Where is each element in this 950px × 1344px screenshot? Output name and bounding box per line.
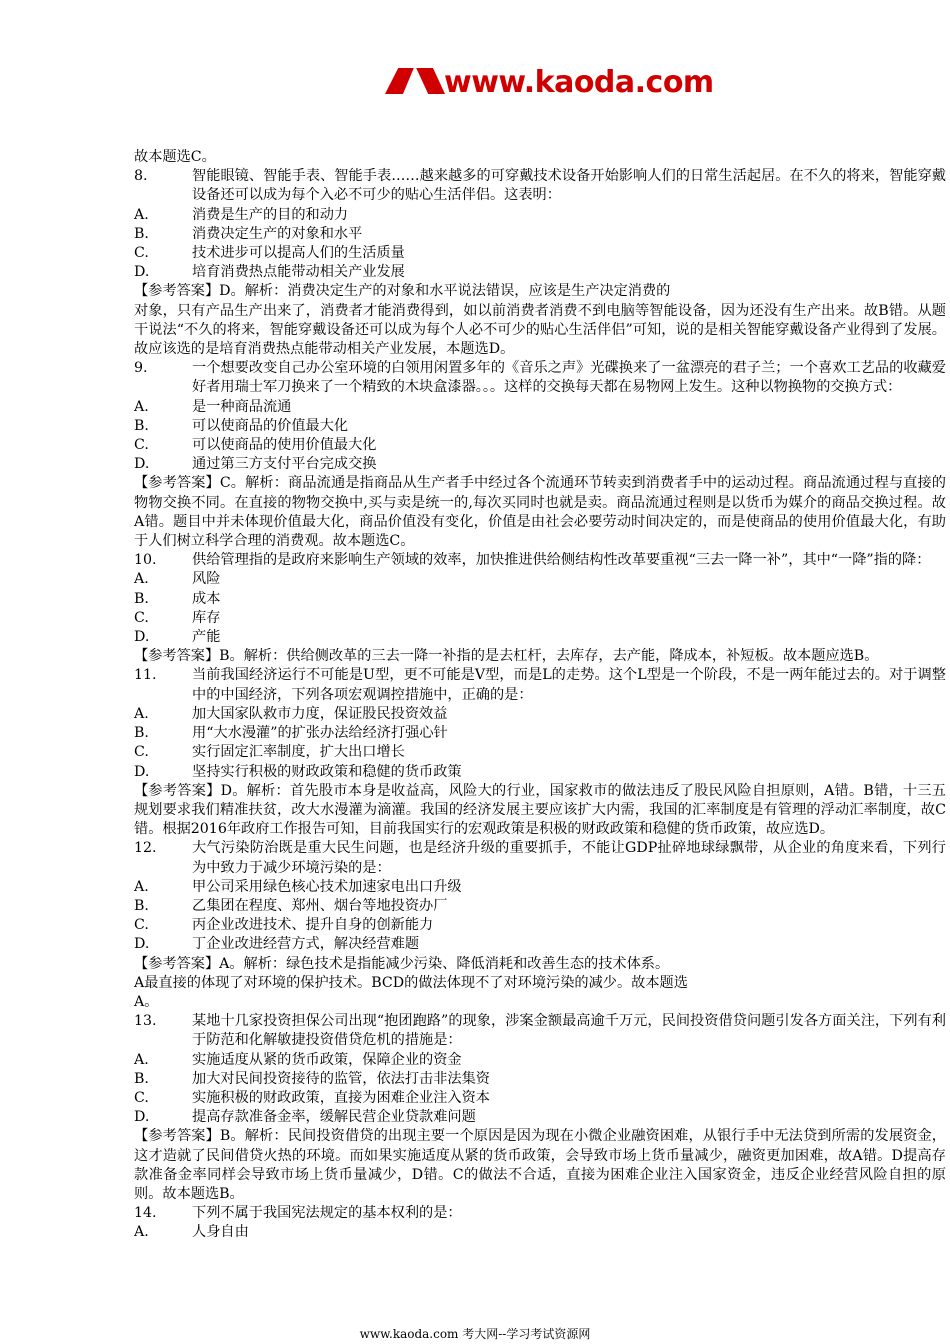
option-label: B. <box>134 897 149 914</box>
option-label: B. <box>134 590 149 607</box>
answer-explanation: A最直接的体现了对环境的保护技术。BCD的做法体现不了对环境污染的减少。故本题选 <box>134 974 688 991</box>
option-text: 产能 <box>192 629 221 646</box>
answer-explanation: A。 <box>134 993 159 1010</box>
option-text: 成本 <box>192 590 221 607</box>
option-label: C. <box>134 917 149 934</box>
option-label: D. <box>134 1109 150 1126</box>
question-stem: 下列不属于我国宪法规定的基本权利的是： <box>192 1205 462 1222</box>
option-label: D. <box>134 264 150 281</box>
option-label: A. <box>134 878 149 895</box>
question-stem: 供给管理指的是政府来影响生产领域的效率，加快推进供给侧结构性改革要重视“三去一降一补”，其中“一降”指的降： <box>192 552 931 569</box>
option-text: 加大国家队救市力度，保证股民投资效益 <box>192 705 448 722</box>
option-text: 丙企业改进技术、提升自身的创新能力 <box>192 917 434 934</box>
option <box>134 244 946 263</box>
option-text: 加大对民间投资接待的监管，依法打击非法集资 <box>192 1070 490 1087</box>
option-text: 人身自由 <box>192 1224 249 1241</box>
document-body <box>134 148 946 1243</box>
option <box>134 935 946 954</box>
option <box>134 417 946 436</box>
question-12 <box>134 839 946 877</box>
option-text: 是一种商品流通 <box>192 398 292 415</box>
option-label: C. <box>134 609 149 626</box>
question-number: 12. <box>134 840 157 857</box>
option-label: A. <box>134 1224 149 1241</box>
option-label: A. <box>134 1051 149 1068</box>
option-label: B. <box>134 1070 149 1087</box>
answer-explanation: 对象，只有产品生产出来了，消费者才能消费得到，如以前消费者消费不到电脑等智能设备，因为还没有生产出来。故B错。从题干说法“不久的将来，智能穿戴设备还可以成为每个人必不可少的贴心生活伴侣”可知，说的是相关智能穿戴设备产业得到了发展。故应该选的是培育消费热点能带动相关产业发展，本题选D。 <box>134 302 946 358</box>
option-label: D. <box>134 629 150 646</box>
question-10 <box>134 551 946 570</box>
option-label: A. <box>134 571 149 588</box>
question-stem: 大气污染防治既是重大民生问题，也是经济升级的重要抓手，不能让GDP扯碎地球绿飘带，从企业的角度来看，下列行为中致力于减少环境污染的是： <box>192 840 946 876</box>
question-9 <box>134 359 946 397</box>
option <box>134 609 946 628</box>
option <box>134 455 946 474</box>
option-text: 培育消费热点能带动相关产业发展 <box>192 264 405 281</box>
option <box>134 628 946 647</box>
option-label: A. <box>134 206 149 223</box>
question-number: 11. <box>134 667 157 684</box>
answer-explanation: 【参考答案】D。解析：消费决定生产的对象和水平说法错误，应该是生产决定消费的 <box>134 283 671 300</box>
question-stem: 当前我国经济运行不可能是U型，更不可能是V型，而是L的走势。这个L型是一个阶段，不是一两年能过去的。对于调整中的中国经济，下列各项宏观调控措施中，正确的是： <box>192 667 946 703</box>
option <box>134 436 946 455</box>
option-text: 实行固定汇率制度，扩大出口增长 <box>192 744 405 761</box>
option <box>134 1089 946 1108</box>
question-8 <box>134 167 946 205</box>
option <box>134 743 946 762</box>
option <box>134 1108 946 1127</box>
question-stem: 某地十几家投资担保公司出现“抱团跑路”的现象，涉案金额最高逾千万元，民间投资借贷问题引发各方面关注，下列有利于防范和化解敏捷投资借贷危机的措施是： <box>192 1013 946 1049</box>
option-label: D. <box>134 936 150 953</box>
option <box>134 1070 946 1089</box>
option-label: D. <box>134 456 150 473</box>
paragraph: 故本题选C。 <box>134 149 216 165</box>
option-text: 用“大水漫灌”的扩张办法给经济打强心针 <box>192 725 448 742</box>
option <box>134 590 946 609</box>
question-14 <box>134 1204 946 1223</box>
option-text: 通过第三方支付平台完成交换 <box>192 456 377 473</box>
option-label: B. <box>134 417 149 434</box>
question-number: 13. <box>134 1013 157 1030</box>
option-text: 库存 <box>192 609 221 626</box>
question-stem: 一个想要改变自己办公室环境的白领用闲置多年的《音乐之声》光碟换来了一盆漂亮的君子兰；一个喜欢工艺品的收藏爱好者用瑞士军刀换来了一个精致的木块盒漆器。。。这样的交换每天都在易物网上发生。这种以物换物的交换方式： <box>192 360 946 396</box>
answer-explanation: 【参考答案】B。解析：供给侧改革的三去一降一补指的是去杠杆，去库存，去产能，降成本，补短板。故本题应选B。 <box>134 648 879 665</box>
option-text: 提高存款准备金率，缓解民营企业贷款难问题 <box>192 1109 476 1126</box>
question-number: 9. <box>134 360 148 377</box>
option-label: A. <box>134 398 149 415</box>
option-text: 可以使商品的价值最大化 <box>192 417 349 434</box>
page-footer: www.kaoda.com 考大网--学习考试资源网 <box>359 1327 591 1341</box>
option-label: C. <box>134 744 149 761</box>
option <box>134 398 946 417</box>
option-text: 消费决定生产的对象和水平 <box>192 225 363 242</box>
option-label: B. <box>134 225 149 242</box>
option-text: 甲公司采用绿色核心技术加速家电出口升级 <box>192 878 462 895</box>
option-label: C. <box>134 437 149 454</box>
option <box>134 916 946 935</box>
option <box>134 1051 946 1070</box>
question-11 <box>134 666 946 704</box>
option <box>134 878 946 897</box>
option-label: C. <box>134 1089 149 1106</box>
site-header <box>380 60 720 106</box>
option-text: 实施积极的财政政策，直接为困难企业注入资本 <box>192 1089 490 1106</box>
question-stem: 智能眼镜、智能手表、智能手表……越来越多的可穿戴技术设备开始影响人们的日常生活起居。在不久的将来，智能穿戴设备还可以成为每个入必不可少的贴心生活伴侣。这表明： <box>192 168 946 204</box>
option <box>134 763 946 782</box>
option-text: 乙集团在程度、郑州、烟台等地投资办厂 <box>192 897 448 914</box>
option-label: B. <box>134 725 149 742</box>
answer-explanation: 【参考答案】B。解析：民间投资借贷的出现主要一个原因是因为现在小微企业融资困难，从银行手中无法贷到所需的发展资金，这才造就了民间借贷火热的环境。而如果实施适度从紧的货币政策，会导致市场上货币量减少，融资更加困难，故A错。D提高存款准备金率同样会导致市场上货币量减少，D错。C的做法不合适，直接为困难企业注入国家资金，违反企业经营风险自担的原则。故本题选B。 <box>134 1128 946 1202</box>
option-text: 消费是生产的目的和动力 <box>192 206 349 223</box>
answer-explanation: 【参考答案】C。解析：商品流通是指商品从生产者手中经过各个流通环节转卖到消费者手中的运动过程。商品流通过程与直接的物物交换不同。在直接的物物交换中,买与卖是统一的,每次买同时也就是卖。商品流通过程则是以货币为媒介的商品交换过程。故A错。题目中并未体现价值最大化，商品价值没有变化，价值是由社会必要劳动时间决定的，而是使商品的使用价值最大化，有助于人们树立科学合理的消费观。故本题选C。 <box>134 475 946 550</box>
option-label: D. <box>134 763 150 780</box>
option-text: 丁企业改进经营方式，解决经营难题 <box>192 936 420 953</box>
option <box>134 263 946 282</box>
answer-explanation: 【参考答案】D。解析：首先股市本身是收益高，风险大的行业，国家救市的做法违反了股民风险自担原则，A错。B错，十三五规划要求我们精准扶贫，改大水漫灌为滴灌。我国的经济发展主要应该扩大内需，我国的汇率制度是有管理的浮动汇率制度，故C错。根据2016年政府工作报告可知，目前我国实行的宏观政策是积极的财政政策和稳健的货币政策，故应选D。 <box>134 782 946 838</box>
question-13 <box>134 1012 946 1050</box>
option-text: 技术进步可以提高人们的生活质量 <box>192 245 405 262</box>
option <box>134 705 946 724</box>
site-logo-text: www.kaoda.com <box>444 65 714 100</box>
option-text: 风险 <box>192 571 221 588</box>
option <box>134 206 946 225</box>
option-text: 可以使商品的使用价值最大化 <box>192 437 377 454</box>
option-text: 坚持实行积极的财政政策和稳健的货币政策 <box>192 763 462 780</box>
option <box>134 897 946 916</box>
option-label: A. <box>134 705 149 722</box>
option-label: C. <box>134 245 149 262</box>
option-text: 实施适度从紧的货币政策，保障企业的资金 <box>192 1051 462 1068</box>
answer-explanation: 【参考答案】A。解析：绿色技术是指能减少污染、降低消耗和改善生态的技术体系。 <box>134 955 670 972</box>
question-number: 10. <box>134 552 157 569</box>
option <box>134 724 946 743</box>
option <box>134 225 946 244</box>
option <box>134 570 946 589</box>
question-number: 8. <box>134 168 148 185</box>
option <box>134 1223 946 1242</box>
question-number: 14. <box>134 1205 157 1222</box>
